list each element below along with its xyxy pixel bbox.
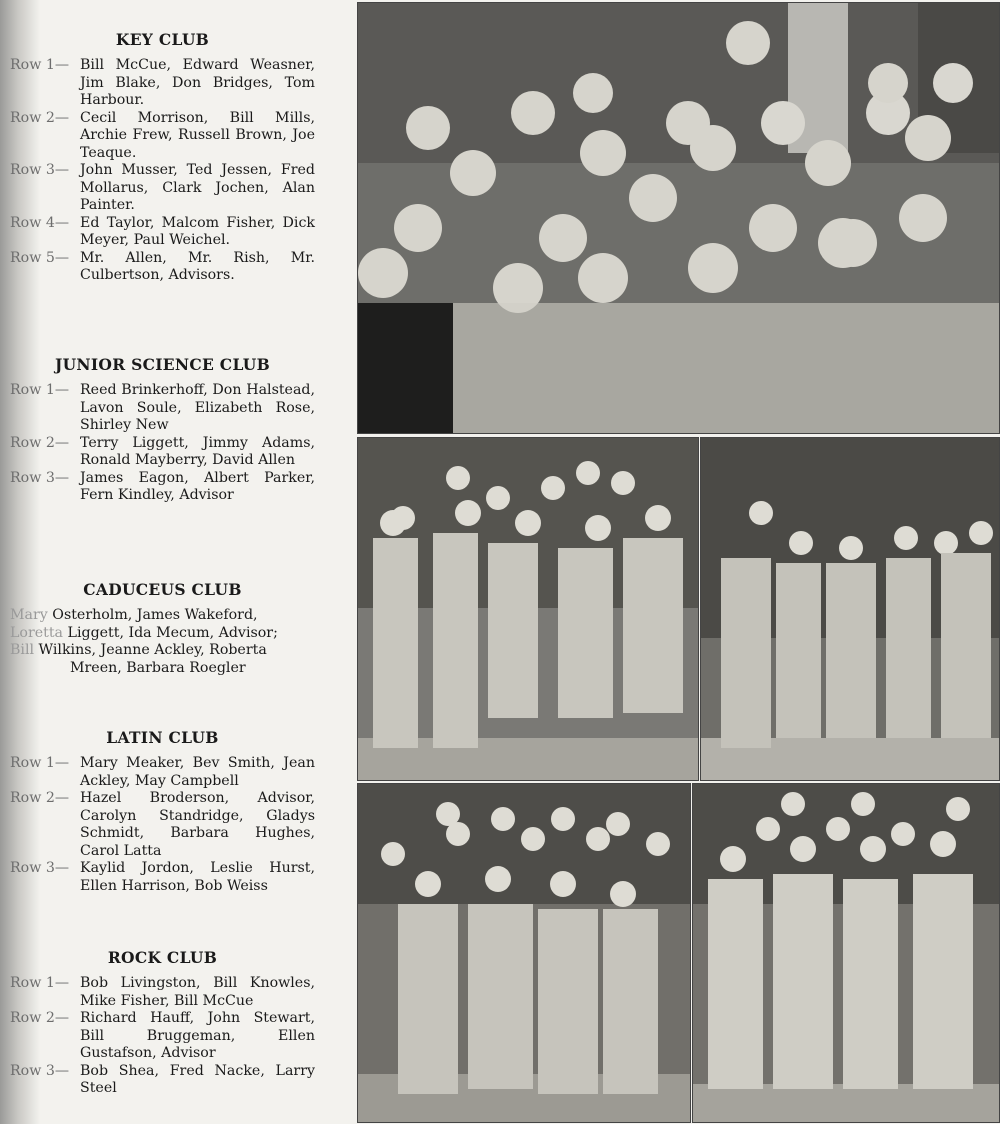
latin-club-photo (357, 783, 691, 1123)
roster-row (10, 790, 315, 860)
club-title: LATIN CLUB (106, 728, 219, 747)
row-names: Mary Meaker, Bev Smith, Jean Ackley, May Campbell (80, 755, 315, 789)
caption-text: Wilkins, Jeanne Ackley, Roberta (34, 642, 267, 658)
row-label: Row 1— (10, 975, 70, 991)
faded-word: Loretta (10, 624, 64, 641)
caption-line (10, 625, 315, 643)
row-label: Row 1— (10, 57, 70, 73)
row-names: Kaylid Jordon, Leslie Hurst, Ellen Harrison, Bob Weiss (80, 860, 315, 894)
row-names: Bob Shea, Fred Nacke, Larry Steel (80, 1062, 315, 1096)
row-names: Cecil Morrison, Bill Mills, Archie Frew, Russell Brown, Joe Teaque. (80, 109, 315, 161)
row-names: Mr. Allen, Mr. Rish, Mr. Culbertson, Advisors. (80, 249, 315, 283)
row-label: Row 2— (10, 109, 70, 126)
caduceus-club-caption (10, 580, 315, 677)
caption-line (10, 607, 315, 625)
roster-row (10, 1010, 315, 1063)
group-photo-image (693, 784, 999, 1122)
rock-club-photo (692, 783, 1000, 1123)
row-label: Row 3— (10, 1062, 70, 1079)
row-label: Row 3— (10, 860, 70, 876)
club-title: ROCK CLUB (107, 948, 218, 967)
faded-word: Bill (10, 642, 35, 658)
row-names: Bill McCue, Edward Weasner, Jim Blake, Don Bridges, Tom Harbour. (80, 57, 315, 108)
roster-row (10, 755, 315, 790)
key-club-caption (10, 30, 315, 285)
group-photo-image (358, 438, 698, 780)
caption-line (10, 660, 315, 678)
row-label: Row 1— (10, 755, 70, 771)
roster-row (10, 975, 315, 1010)
roster-row (10, 470, 315, 505)
junior-science-club-caption (10, 355, 315, 505)
roster-row (10, 110, 315, 163)
row-label: Row 1— (10, 382, 70, 398)
roster-row (10, 162, 315, 215)
roster-row (10, 1063, 315, 1098)
group-photo-image (701, 438, 999, 780)
faded-word: Mary (10, 607, 48, 623)
row-label: Row 5— (10, 249, 70, 266)
club-title: KEY CLUB (115, 30, 210, 49)
row-label: Row 2— (10, 434, 70, 451)
row-label: Row 4— (10, 214, 70, 231)
row-names: Terry Liggett, Jimmy Adams, Ronald Mayberry, David Allen (80, 434, 315, 468)
row-names: Hazel Broderson, Advisor, Carolyn Standridge, Gladys Schmidt, Barbara Hughes, Carol Latta (80, 790, 315, 859)
caption-text: Mreen, Barbara Roegler (70, 659, 246, 676)
club-title: CADUCEUS CLUB (83, 580, 242, 599)
group-photo-image (358, 3, 999, 433)
group-photo-image (358, 784, 690, 1122)
row-label: Row 2— (10, 790, 70, 806)
row-names: James Eagon, Albert Parker, Fern Kindley, Advisor (80, 469, 315, 503)
caduceus-club-photo (700, 437, 1000, 781)
row-label: Row 3— (10, 469, 70, 486)
row-names: Bob Livingston, Bill Knowles, Mike Fisher, Bill McCue (80, 975, 315, 1009)
roster-row (10, 250, 315, 285)
row-names: Richard Hauff, John Stewart, Bill Bruggeman, Ellen Gustafson, Advisor (80, 1010, 315, 1061)
junior-science-club-photo (357, 437, 699, 781)
row-names: John Musser, Ted Jessen, Fred Mollarus, Clark Jochen, Alan Painter. (80, 162, 315, 213)
row-names: Reed Brinkerhoff, Don Halstead, Lavon Soule, Elizabeth Rose, Shirley New (80, 382, 315, 433)
latin-club-caption (10, 728, 315, 895)
caption-text: Osterholm, James Wakeford, (47, 607, 258, 623)
roster-row (10, 57, 315, 110)
row-label: Row 3— (10, 162, 70, 178)
row-label: Row 2— (10, 1010, 70, 1026)
roster-row (10, 215, 315, 250)
caption-text: Liggett, Ida Mecum, Advisor; (63, 624, 278, 641)
club-title: JUNIOR SCIENCE CLUB (54, 355, 271, 374)
roster-row (10, 860, 315, 895)
roster-row (10, 382, 315, 435)
rock-club-caption (10, 948, 315, 1098)
caption-line (10, 642, 315, 660)
roster-row (10, 435, 315, 470)
row-names: Ed Taylor, Malcom Fisher, Dick Meyer, Paul Weichel. (80, 214, 315, 248)
key-club-photo (357, 2, 1000, 434)
